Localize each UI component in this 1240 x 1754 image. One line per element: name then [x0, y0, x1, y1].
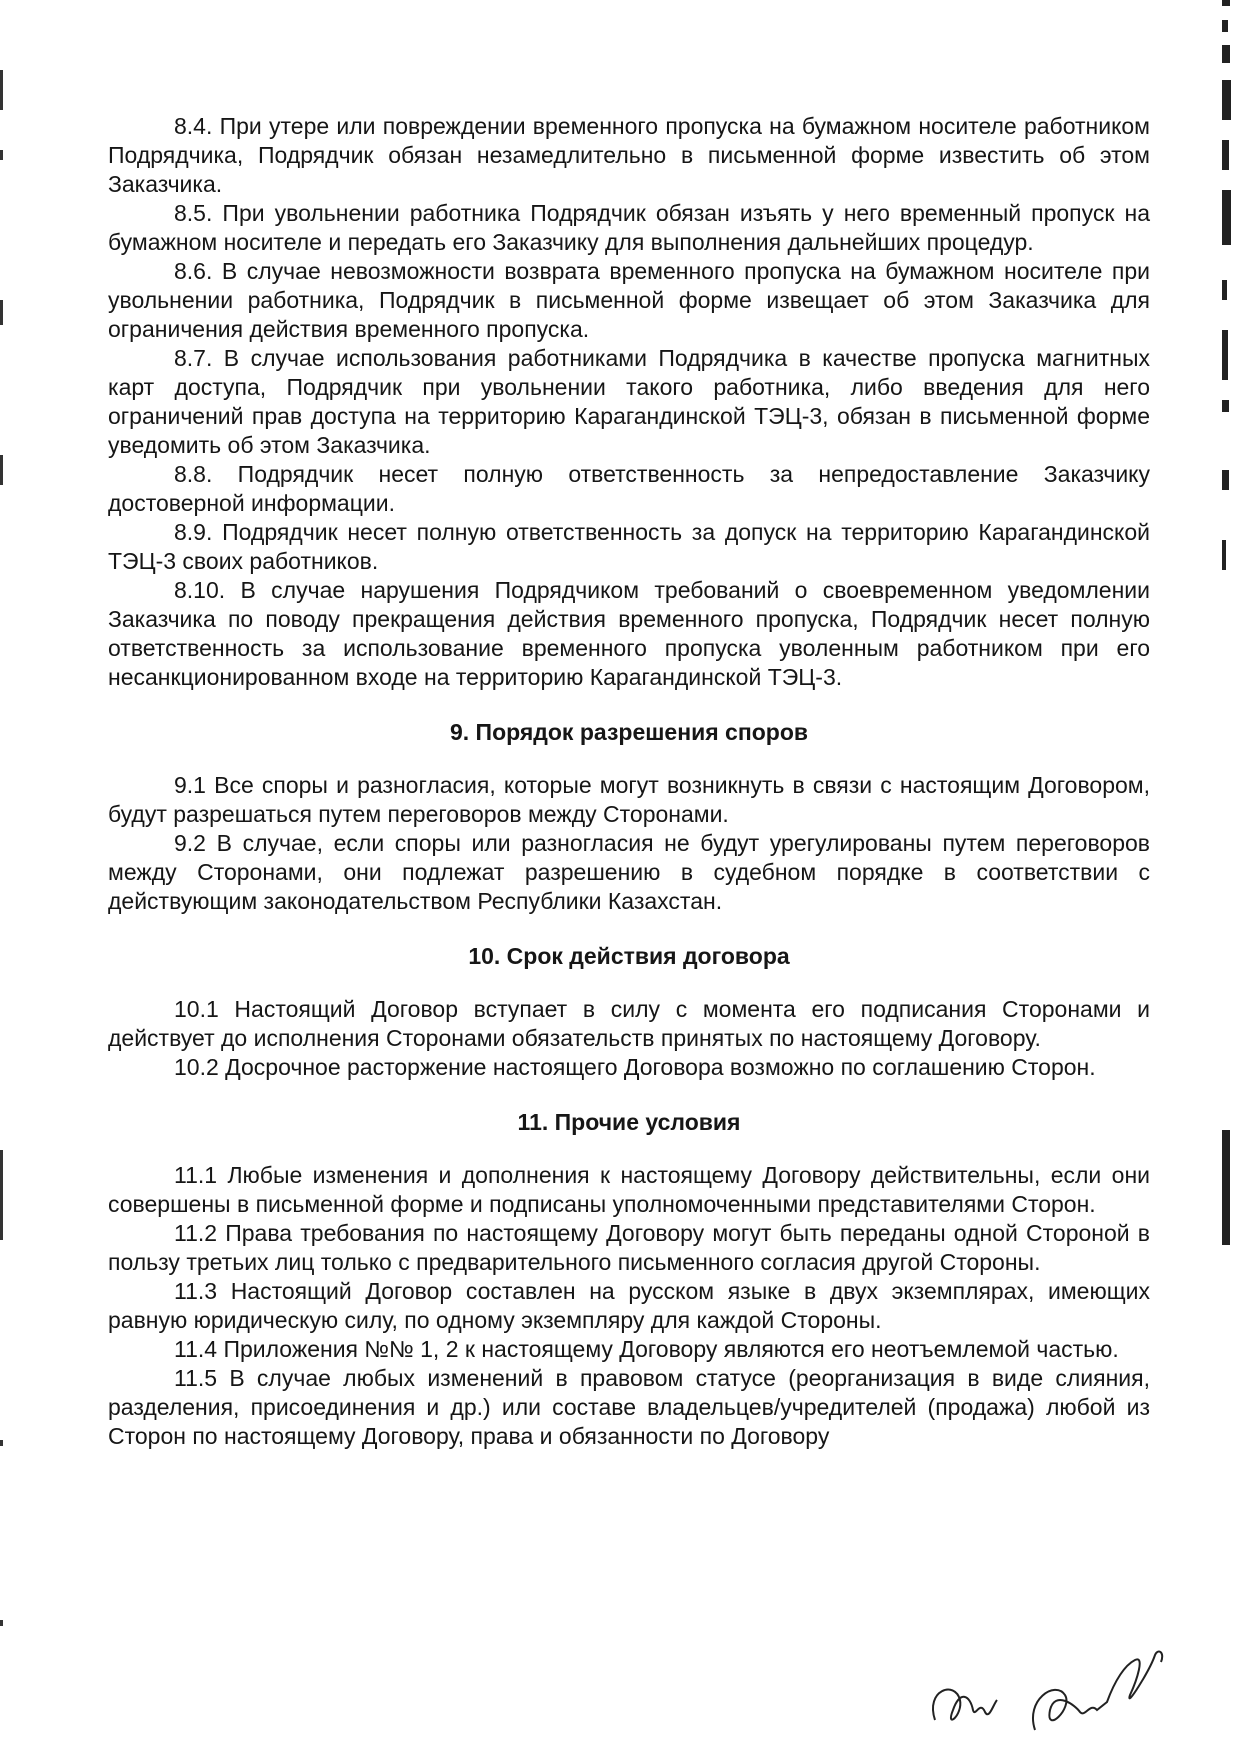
handwritten-signatures: [925, 1640, 1185, 1750]
paragraph-8-4: 8.4. При утере или повреждении временного пропуска на бумажном носителе работником Подрядчика, Подрядчик обязан незамедлительно в письменной форме известить об этом Заказчика.: [108, 113, 1150, 197]
signature-2: [1033, 1651, 1162, 1730]
paragraph-10-1: 10.1 Настоящий Договор вступает в силу с момента его подписания Сторонами и действует до исполнения Сторонами обязательств принятых по настоящему Договору.: [108, 996, 1150, 1051]
paragraph-8-5: 8.5. При увольнении работника Подрядчик обязан изъять у него временный пропуск на бумажном носителе и передать его Заказчику для выполнения дальнейших процедур.: [108, 200, 1150, 255]
scan-edge-left: [0, 0, 5, 1754]
paragraph-8-7: 8.7. В случае использования работниками Подрядчика в качестве пропуска магнитных карт доступа, Подрядчик при увольнении такого работника, либо введения для него ограничений прав доступа на территорию Карагандинской ТЭЦ-3, обязан в письменной форме уведомить об этом Заказчика.: [108, 345, 1150, 458]
scan-edge-right: [1222, 0, 1232, 1754]
paragraph-8-9: 8.9. Подрядчик несет полную ответственность за допуск на территорию Карагандинской ТЭЦ-3 своих работников.: [108, 519, 1150, 574]
paragraph-11-3: 11.3 Настоящий Договор составлен на русском языке в двух экземплярах, имеющих равную юридическую силу, по одному экземпляру для каждой Стороны.: [108, 1278, 1150, 1333]
paragraph-9-1: 9.1 Все споры и разногласия, которые могут возникнуть в связи с настоящим Договором, будут разрешаться путем переговоров между Сторонами.: [108, 772, 1150, 827]
paragraph-8-10: 8.10. В случае нарушения Подрядчиком требований о своевременном уведомлении Заказчика по поводу прекращения действия временного пропуска, Подрядчик несет полную ответственность за использование временного пропуска уволенным работником при его несанкционированном входе на территорию Карагандинской ТЭЦ-3.: [108, 577, 1150, 690]
paragraph-11-1: 11.1 Любые изменения и дополнения к настоящему Договору действительны, если они совершены в письменной форме и подписаны уполномоченными представителями Сторон.: [108, 1162, 1150, 1217]
paragraph-8-6: 8.6. В случае невозможности возврата временного пропуска на бумажном носителе при увольнении работника, Подрядчик в письменной форме извещает об этом Заказчика для ограничения действия временного пропуска.: [108, 258, 1150, 342]
paragraph-11-4: 11.4 Приложения №№ 1, 2 к настоящему Договору являются его неотъемлемой частью.: [174, 1336, 1119, 1362]
document-page: [108, 112, 1150, 1451]
section-10-heading: 10. Срок действия договора: [468, 943, 790, 969]
section-9-heading: 9. Порядок разрешения споров: [449, 719, 809, 745]
paragraph-11-5: 11.5 В случае любых изменений в правовом статусе (реорганизация в виде слияния, разделения, присоединения и др.) или составе владельцев/учредителей (продажа) любой из Сторон по настоящему Договору, права и обязанности по Договору: [108, 1365, 1150, 1449]
paragraph-11-2: 11.2 Права требования по настоящему Договору могут быть переданы одной Стороной в пользу третьих лиц только с предварительного письменного согласия другой Стороны.: [108, 1220, 1150, 1275]
paragraph-8-8: 8.8. Подрядчик несет полную ответственность за непредоставление Заказчику достоверной информации.: [108, 461, 1150, 516]
section-11-heading: 11. Прочие условия: [517, 1109, 741, 1135]
paragraph-10-2: 10.2 Досрочное расторжение настоящего Договора возможно по соглашению Сторон.: [174, 1054, 1096, 1080]
paragraph-9-2: 9.2 В случае, если споры или разногласия не будут урегулированы путем переговоров между Сторонами, они подлежат разрешению в судебном порядке в соответствии с действующим законодательством Республики Казахстан.: [108, 830, 1150, 914]
signature-1: [933, 1690, 997, 1720]
